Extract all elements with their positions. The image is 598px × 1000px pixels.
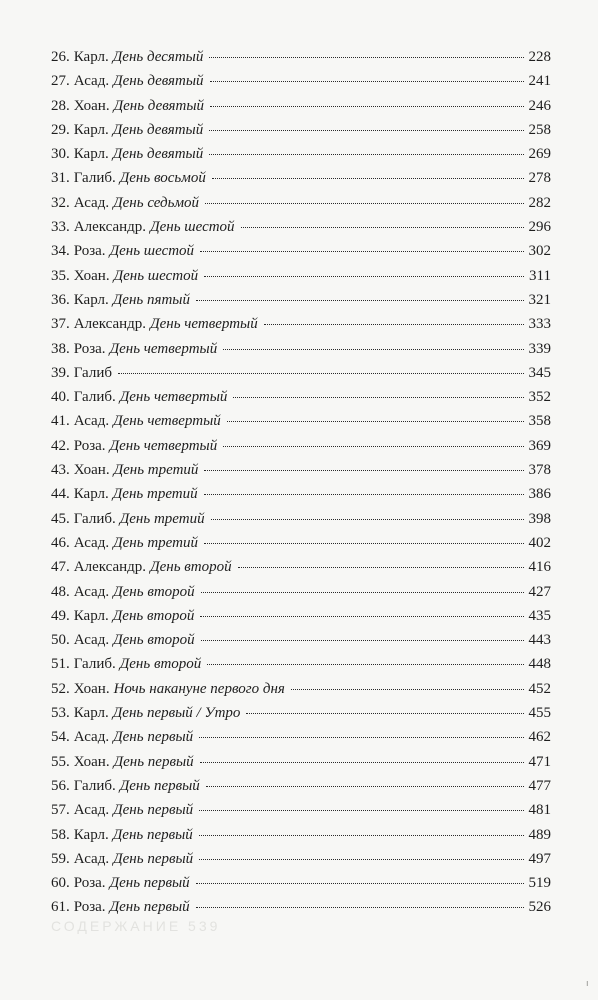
dot-leader bbox=[210, 106, 523, 107]
page-number: 398 bbox=[528, 510, 551, 527]
page-number: 526 bbox=[528, 899, 551, 916]
chapter-subtitle: День второй bbox=[150, 559, 232, 576]
dot-leader bbox=[206, 786, 524, 787]
chapter-subtitle: День первый bbox=[109, 875, 190, 892]
chapter-narrator: Хоан. bbox=[73, 462, 110, 479]
page-number: 448 bbox=[528, 656, 551, 673]
chapter-narrator: Хоан. bbox=[73, 267, 110, 284]
chapter-number: 26. bbox=[51, 49, 70, 65]
chapter-number: 45. bbox=[51, 510, 70, 527]
dot-leader bbox=[211, 519, 524, 520]
dot-leader bbox=[199, 810, 523, 811]
chapter-subtitle: День шестой bbox=[150, 219, 235, 236]
list-item bbox=[51, 458, 551, 482]
chapter-narrator: Александр. bbox=[73, 219, 147, 236]
chapter-narrator: Асад. bbox=[73, 802, 110, 819]
chapter-number: 56. bbox=[51, 777, 70, 794]
chapter-narrator: Роза. bbox=[73, 340, 106, 357]
page-number: 519 bbox=[528, 875, 551, 892]
chapter-number: 58. bbox=[51, 826, 70, 843]
chapter-subtitle: День четвертый bbox=[150, 316, 258, 333]
chapter-narrator: Асад. bbox=[73, 583, 110, 600]
chapter-subtitle: День второй bbox=[112, 607, 195, 624]
list-item bbox=[51, 628, 551, 652]
chapter-narrator: Карл. bbox=[73, 291, 109, 308]
chapter-number: 39. bbox=[51, 364, 70, 381]
chapter-subtitle: День первый bbox=[113, 753, 194, 770]
chapter-number: 27. bbox=[51, 73, 70, 90]
page-number: 321 bbox=[528, 291, 551, 308]
chapter-number: 29. bbox=[51, 121, 70, 138]
list-item bbox=[51, 555, 551, 579]
chapter-subtitle: День первый bbox=[119, 777, 200, 794]
dot-leader bbox=[209, 130, 523, 131]
list-item bbox=[51, 677, 551, 701]
dot-leader bbox=[264, 324, 524, 325]
dot-leader bbox=[223, 446, 523, 447]
chapter-subtitle: День второй bbox=[113, 632, 195, 649]
list-item bbox=[51, 774, 551, 798]
chapter-number: 30. bbox=[51, 146, 70, 163]
page-number: 471 bbox=[528, 753, 551, 770]
dot-leader bbox=[209, 57, 523, 58]
chapter-narrator: Галиб. bbox=[73, 170, 116, 187]
chapter-subtitle: День шестой bbox=[113, 267, 199, 284]
chapter-number: 52. bbox=[51, 680, 70, 697]
chapter-subtitle: День седьмой bbox=[113, 194, 200, 211]
table-of-contents bbox=[51, 45, 551, 920]
page-number: 416 bbox=[528, 559, 551, 576]
chapter-number: 42. bbox=[51, 437, 70, 454]
page-number: 497 bbox=[528, 850, 551, 867]
dot-leader bbox=[201, 592, 524, 593]
chapter-number: 57. bbox=[51, 802, 70, 819]
chapter-narrator: Асад. bbox=[73, 534, 110, 551]
page-number: 296 bbox=[528, 219, 551, 236]
page-number: 269 bbox=[528, 146, 551, 163]
dot-leader bbox=[196, 300, 524, 301]
page-number: 282 bbox=[528, 194, 551, 211]
dot-leader bbox=[210, 81, 524, 82]
chapter-narrator: Хоан. bbox=[73, 97, 110, 114]
chapter-narrator: Карл. bbox=[73, 826, 109, 843]
chapter-number: 33. bbox=[51, 219, 70, 236]
chapter-number: 40. bbox=[51, 389, 70, 406]
dot-leader bbox=[223, 349, 523, 350]
chapter-number: 28. bbox=[51, 97, 70, 114]
chapter-narrator: Роза. bbox=[73, 243, 106, 260]
chapter-narrator: Роза. bbox=[73, 437, 106, 454]
dot-leader bbox=[207, 664, 523, 665]
dot-leader bbox=[118, 373, 524, 374]
chapter-subtitle: День четвертый bbox=[109, 437, 218, 454]
chapter-narrator: Асад. bbox=[73, 729, 110, 746]
dot-leader bbox=[196, 907, 524, 908]
page-number: 443 bbox=[528, 632, 551, 649]
list-item bbox=[51, 142, 551, 166]
chapter-subtitle: День четвертый bbox=[119, 389, 228, 406]
list-item bbox=[51, 725, 551, 749]
chapter-number: 54. bbox=[51, 729, 70, 746]
chapter-subtitle: День первый bbox=[109, 899, 190, 916]
dot-leader bbox=[201, 640, 524, 641]
dot-leader bbox=[204, 543, 524, 544]
list-item bbox=[51, 166, 551, 190]
dot-leader bbox=[199, 737, 523, 738]
dot-leader bbox=[204, 470, 523, 471]
dot-leader bbox=[205, 203, 523, 204]
running-footer: СОДЕРЖАНИЕ 539 bbox=[51, 918, 221, 934]
chapter-number: 36. bbox=[51, 291, 70, 308]
list-item bbox=[51, 337, 551, 361]
chapter-subtitle: День первый bbox=[113, 802, 194, 819]
list-item bbox=[51, 701, 551, 725]
chapter-number: 37. bbox=[51, 316, 70, 333]
list-item bbox=[51, 118, 551, 142]
list-item bbox=[51, 69, 551, 93]
list-item bbox=[51, 750, 551, 774]
list-item bbox=[51, 823, 551, 847]
dot-leader bbox=[233, 397, 523, 398]
chapter-number: 47. bbox=[51, 559, 70, 576]
dot-leader bbox=[200, 616, 523, 617]
list-item bbox=[51, 895, 551, 919]
page-number: 481 bbox=[528, 802, 551, 819]
list-item bbox=[51, 507, 551, 531]
dot-leader bbox=[200, 251, 523, 252]
chapter-number: 46. bbox=[51, 534, 70, 551]
chapter-subtitle: День девятый bbox=[112, 121, 204, 138]
dot-leader bbox=[199, 835, 524, 836]
chapter-narrator: Карл. bbox=[73, 146, 109, 163]
list-item bbox=[51, 482, 551, 506]
chapter-subtitle: День шестой bbox=[109, 243, 195, 260]
corner-mark: ı bbox=[586, 978, 589, 988]
chapter-narrator: Асад. bbox=[73, 413, 110, 430]
chapter-number: 35. bbox=[51, 267, 70, 284]
chapter-narrator: Галиб. bbox=[73, 777, 116, 794]
list-item bbox=[51, 191, 551, 215]
chapter-subtitle: День первый / Утро bbox=[112, 705, 241, 722]
chapter-subtitle: День первый bbox=[113, 850, 194, 867]
list-item bbox=[51, 652, 551, 676]
chapter-number: 59. bbox=[51, 850, 70, 867]
list-item bbox=[51, 239, 551, 263]
chapter-subtitle: День четвертый bbox=[109, 340, 218, 357]
chapter-narrator: Карл. bbox=[73, 121, 109, 138]
chapter-narrator: Карл. bbox=[73, 705, 109, 722]
chapter-narrator: Карл. bbox=[73, 486, 109, 503]
chapter-narrator: Асад. bbox=[73, 73, 110, 90]
list-item bbox=[51, 531, 551, 555]
list-item bbox=[51, 264, 551, 288]
dot-leader bbox=[246, 713, 523, 714]
chapter-subtitle: День восьмой bbox=[119, 170, 206, 187]
chapter-number: 49. bbox=[51, 607, 70, 624]
chapter-narrator: Карл. bbox=[73, 607, 109, 624]
chapter-subtitle: День второй bbox=[119, 656, 202, 673]
chapter-narrator: Александр. bbox=[73, 316, 147, 333]
page-number: 477 bbox=[528, 777, 551, 794]
chapter-narrator: Галиб. bbox=[73, 656, 116, 673]
chapter-number: 44. bbox=[51, 486, 70, 503]
list-item bbox=[51, 94, 551, 118]
chapter-narrator: Карл. bbox=[73, 49, 109, 65]
page-number: 228 bbox=[528, 49, 551, 65]
chapter-subtitle: День пятый bbox=[112, 291, 190, 308]
dot-leader bbox=[204, 494, 524, 495]
page-number: 358 bbox=[528, 413, 551, 430]
list-item bbox=[51, 288, 551, 312]
page-number: 339 bbox=[528, 340, 551, 357]
list-item bbox=[51, 798, 551, 822]
page-number: 333 bbox=[528, 316, 551, 333]
chapter-subtitle: День четвертый bbox=[113, 413, 221, 430]
chapter-number: 55. bbox=[51, 753, 70, 770]
dot-leader bbox=[227, 421, 524, 422]
chapter-subtitle: День третий bbox=[119, 510, 205, 527]
page-number: 345 bbox=[528, 364, 551, 381]
chapter-subtitle: Ночь накануне первого дня bbox=[113, 680, 285, 697]
chapter-number: 48. bbox=[51, 583, 70, 600]
chapter-number: 32. bbox=[51, 194, 70, 211]
list-item bbox=[51, 580, 551, 604]
page-number: 378 bbox=[528, 462, 551, 479]
page-number: 452 bbox=[528, 680, 551, 697]
chapter-number: 61. bbox=[51, 899, 70, 916]
chapter-number: 50. bbox=[51, 632, 70, 649]
chapter-narrator: Галиб. bbox=[73, 510, 116, 527]
list-item bbox=[51, 312, 551, 336]
chapter-number: 41. bbox=[51, 413, 70, 430]
chapter-narrator: Галиб bbox=[73, 364, 112, 381]
list-item bbox=[51, 409, 551, 433]
page-number: 352 bbox=[528, 389, 551, 406]
dot-leader bbox=[196, 883, 524, 884]
chapter-number: 51. bbox=[51, 656, 70, 673]
page-number: 311 bbox=[529, 267, 551, 284]
page-number: 241 bbox=[528, 73, 551, 90]
page-number: 435 bbox=[528, 607, 551, 624]
chapter-narrator: Роза. bbox=[73, 899, 106, 916]
chapter-narrator: Асад. bbox=[73, 632, 110, 649]
chapter-number: 43. bbox=[51, 462, 70, 479]
chapter-subtitle: День девятый bbox=[112, 146, 204, 163]
page-number: 427 bbox=[528, 583, 551, 600]
page-number: 302 bbox=[528, 243, 551, 260]
list-item bbox=[51, 847, 551, 871]
dot-leader bbox=[200, 762, 524, 763]
list-item bbox=[51, 385, 551, 409]
chapter-subtitle: День третий bbox=[113, 462, 199, 479]
chapter-narrator: Галиб. bbox=[73, 389, 116, 406]
chapter-number: 53. bbox=[51, 705, 70, 722]
dot-leader bbox=[241, 227, 524, 228]
chapter-subtitle: День десятый bbox=[112, 49, 204, 65]
chapter-narrator: Александр. bbox=[73, 559, 147, 576]
list-item bbox=[51, 361, 551, 385]
chapter-number: 38. bbox=[51, 340, 70, 357]
list-item bbox=[51, 45, 551, 69]
page-number: 462 bbox=[528, 729, 551, 746]
chapter-subtitle: День второй bbox=[113, 583, 195, 600]
dot-leader bbox=[212, 178, 524, 179]
chapter-narrator: Асад. bbox=[73, 194, 110, 211]
chapter-subtitle: День первый bbox=[113, 729, 194, 746]
list-item bbox=[51, 871, 551, 895]
page-number: 455 bbox=[528, 705, 551, 722]
chapter-number: 34. bbox=[51, 243, 70, 260]
chapter-number: 31. bbox=[51, 170, 70, 187]
chapter-subtitle: День девятый bbox=[113, 73, 204, 90]
dot-leader bbox=[238, 567, 524, 568]
chapter-narrator: Роза. bbox=[73, 875, 106, 892]
page-number: 386 bbox=[528, 486, 551, 503]
page-number: 369 bbox=[528, 437, 551, 454]
page-number: 402 bbox=[528, 534, 551, 551]
dot-leader bbox=[199, 859, 523, 860]
chapter-subtitle: День первый bbox=[112, 826, 193, 843]
chapter-number: 60. bbox=[51, 875, 70, 892]
chapter-subtitle: День третий bbox=[112, 486, 198, 503]
chapter-narrator: Хоан. bbox=[73, 753, 110, 770]
list-item bbox=[51, 434, 551, 458]
page-number: 246 bbox=[528, 97, 551, 114]
list-item bbox=[51, 215, 551, 239]
chapter-narrator: Асад. bbox=[73, 850, 110, 867]
chapter-narrator: Хоан. bbox=[73, 680, 110, 697]
dot-leader bbox=[291, 689, 524, 690]
chapter-subtitle: День третий bbox=[113, 534, 198, 551]
dot-leader bbox=[209, 154, 523, 155]
chapter-subtitle: День девятый bbox=[113, 97, 205, 114]
list-item bbox=[51, 604, 551, 628]
dot-leader bbox=[204, 276, 524, 277]
page-number: 278 bbox=[528, 170, 551, 187]
page-number: 489 bbox=[528, 826, 551, 843]
page-number: 258 bbox=[528, 121, 551, 138]
